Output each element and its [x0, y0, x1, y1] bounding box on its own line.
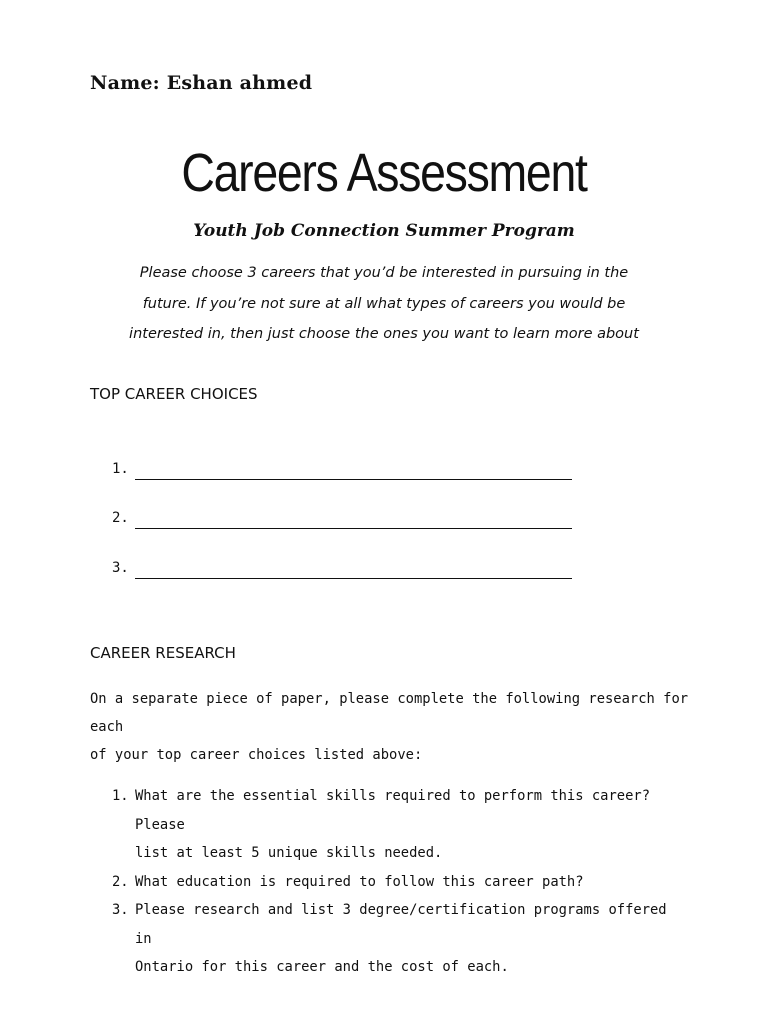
career-choice-2[interactable] [112, 510, 572, 532]
question-text-line: Ontario for this career and the cost of each. [135, 959, 509, 975]
career-choice-3[interactable] [112, 560, 572, 582]
research-question-1 [112, 782, 672, 868]
question-text-line: What are the essential skills required to perform this career? Please [135, 788, 650, 833]
question-text-line: list at least 5 unique skills needed. [135, 845, 443, 861]
career-research-heading: CAREER RESEARCH [90, 644, 236, 662]
research-questions-list [112, 782, 672, 982]
career-choice-1[interactable] [112, 461, 572, 483]
choice-answer-line[interactable] [135, 578, 572, 579]
top-career-choices-heading: TOP CAREER CHOICES [90, 385, 258, 403]
choice-answer-line[interactable] [135, 528, 572, 529]
research-question-3 [112, 896, 672, 982]
question-text-line: What education is required to follow this career path? [135, 873, 584, 890]
choice-number: 1. [112, 461, 129, 477]
intro-paragraph [92, 258, 676, 350]
research-instructions-line: of your top career choices listed above: [90, 747, 423, 763]
choice-number: 3. [112, 560, 129, 576]
document-title: Careers Assessment [181, 143, 587, 203]
question-number: 3. [112, 902, 129, 918]
intro-line: interested in, then just choose the ones you want to learn more about [129, 326, 639, 342]
intro-line: Please choose 3 careers that you’d be interested in pursuing in the [139, 265, 629, 281]
intro-line: future. If you’re not sure at all what types of careers you would be [142, 295, 626, 312]
question-number: 2. [112, 873, 129, 890]
choice-number: 2. [112, 510, 129, 526]
document-subtitle: Youth Job Connection Summer Program [193, 221, 575, 241]
student-name: Name: Eshan ahmed [90, 72, 313, 94]
question-number: 1. [112, 788, 129, 804]
choice-answer-line[interactable] [135, 479, 572, 480]
research-instructions [90, 685, 690, 769]
question-text-line: Please research and list 3 degree/certification programs offered in [135, 902, 667, 947]
research-question-2 [112, 868, 672, 897]
research-instructions-line: On a separate piece of paper, please complete the following research for each [90, 691, 689, 735]
